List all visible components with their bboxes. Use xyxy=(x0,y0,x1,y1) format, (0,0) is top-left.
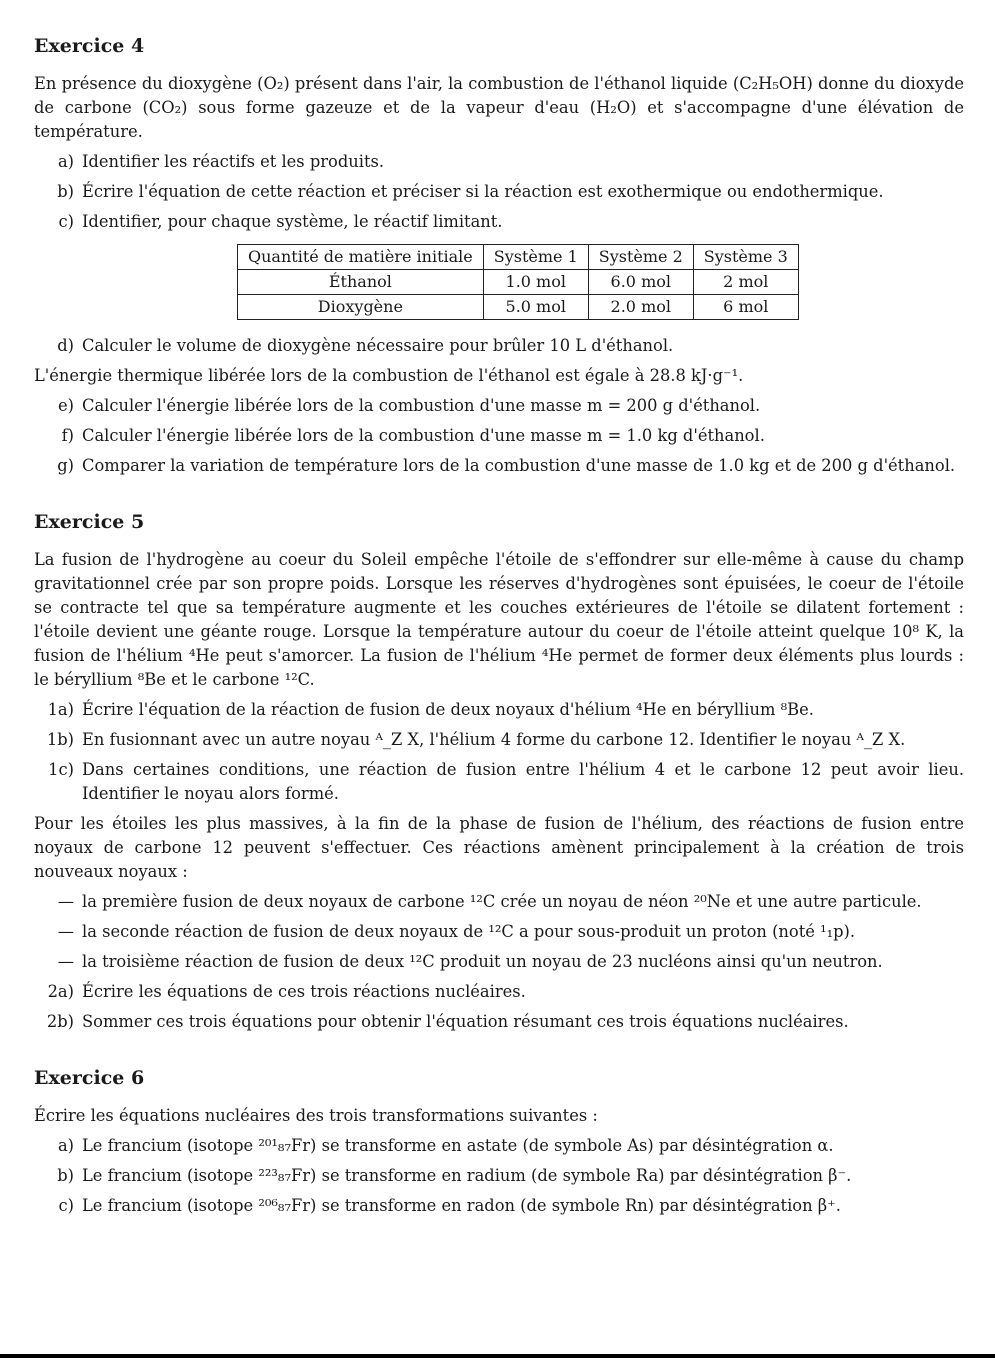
list-item xyxy=(34,1010,964,1034)
item-text: Identifier les réactifs et les produits. xyxy=(82,152,385,171)
list-item xyxy=(34,950,964,974)
item-text: Le francium (isotope ²⁰¹₈₇Fr) se transforme en astate (de symbole As) par désintégration α. xyxy=(82,1136,834,1155)
list-item xyxy=(34,180,964,204)
item-text: Calculer le volume de dioxygène nécessaire pour brûler 10 L d'éthanol. xyxy=(82,336,674,355)
item-text: Identifier, pour chaque système, le réactif limitant. xyxy=(82,212,503,231)
item-label: f) xyxy=(61,426,74,445)
table-cell: 5.0 mol xyxy=(483,295,588,320)
table-row xyxy=(238,295,799,320)
item-label: c) xyxy=(58,212,74,231)
exercise-5-paragraph: Pour les étoiles les plus massives, à la fin de la phase de fusion de l'hélium, des réactions de fusion entre noyaux de carbone 12 peuvent s'effectuer. Ces réactions amènent principalement à la création de trois nouveaux noyaux : xyxy=(34,814,964,881)
list-item xyxy=(34,1194,964,1218)
item-label: d) xyxy=(57,336,74,355)
item-label: 2b) xyxy=(46,1012,74,1031)
table-cell: 6.0 mol xyxy=(588,270,693,295)
exercise-5-title: Exercice 5 xyxy=(34,511,145,533)
list-item xyxy=(34,890,964,914)
item-text: Dans certaines conditions, une réaction de fusion entre l'hélium 4 et le carbone 12 peut avoir lieu. Identifier le noyau alors formé. xyxy=(82,760,964,803)
item-text: Le francium (isotope ²²³₈₇Fr) se transforme en radium (de symbole Ra) par désintégration β⁻. xyxy=(82,1166,852,1185)
item-label: a) xyxy=(57,1136,74,1155)
item-label: b) xyxy=(57,1166,74,1185)
item-text: la première fusion de deux noyaux de carbone ¹²C crée un noyau de néon ²⁰Ne et une autre particule. xyxy=(82,892,922,911)
item-text: la troisième réaction de fusion de deux ¹²C produit un noyau de 23 nucléons ainsi qu'un neutron. xyxy=(82,952,883,971)
item-text: Sommer ces trois équations pour obtenir l'équation résumant ces trois équations nucléaires. xyxy=(82,1012,849,1031)
item-label: b) xyxy=(57,182,74,201)
exercise-4-intro: En présence du dioxygène (O₂) présent dans l'air, la combustion de l'éthanol liquide (C₂H₅OH) donne du dioxyde de carbone (CO₂) sous forme gazeuze et de la vapeur d'eau (H₂O) et s'accompagne d'une élévation de température. xyxy=(34,74,964,141)
item-label: e) xyxy=(58,396,74,415)
exercise-6-title: Exercice 6 xyxy=(34,1067,145,1089)
dash-bullet: — xyxy=(57,892,74,911)
worksheet xyxy=(34,34,964,1224)
list-item xyxy=(34,394,964,418)
energy-statement: L'énergie thermique libérée lors de la combustion de l'éthanol est égale à 28.8 kJ·g⁻¹. xyxy=(34,366,744,385)
item-text: En fusionnant avec un autre noyau ᴬ_Z X, l'hélium 4 forme du carbone 12. Identifier le noyau ᴬ_Z X. xyxy=(82,730,906,749)
exercise-5-intro: La fusion de l'hydrogène au coeur du Soleil empêche l'étoile de s'effondrer sur elle-même à cause du champ gravitationnel crée par son propre poids. Lorsque les réserves d'hydrogènes sont épuisées, le coeur de l'étoile se contracte tel que sa température augmente et les couches extérieures de l'étoile se dilatent fortement : l'étoile devient une géante rouge. Lorsque la température autour du coeur de l'étoile atteint quelque 10⁸ K, la fusion de l'hélium ⁴He peut s'amorcer. La fusion de l'hélium ⁴He permet de former deux éléments plus lourds : le béryllium ⁸Be et le carbone ¹²C. xyxy=(34,550,964,689)
item-label: 1b) xyxy=(46,730,74,749)
item-label: 2a) xyxy=(47,982,74,1001)
item-label: 1a) xyxy=(47,700,74,719)
list-item xyxy=(34,454,964,478)
list-item xyxy=(34,980,964,1004)
dash-bullet: — xyxy=(57,922,74,941)
page-bottom-border xyxy=(0,1354,995,1358)
list-item xyxy=(34,150,964,174)
table-header: Système 3 xyxy=(693,245,798,270)
list-item xyxy=(34,728,964,752)
item-text: Écrire l'équation de cette réaction et préciser si la réaction est exothermique ou endothermique. xyxy=(82,182,884,201)
item-text: Calculer l'énergie libérée lors de la combustion d'une masse m = 1.0 kg d'éthanol. xyxy=(82,426,765,445)
list-item xyxy=(34,758,964,806)
list-item xyxy=(34,1134,964,1158)
item-label: a) xyxy=(57,152,74,171)
exercise-4-title: Exercice 4 xyxy=(34,35,145,57)
item-label: 1c) xyxy=(48,760,74,779)
list-item xyxy=(34,920,964,944)
exercise-6-intro: Écrire les équations nucléaires des trois transformations suivantes : xyxy=(34,1106,598,1125)
item-label: c) xyxy=(58,1196,74,1215)
table-cell: 2.0 mol xyxy=(588,295,693,320)
table-header: Système 2 xyxy=(588,245,693,270)
item-text: Comparer la variation de température lors de la combustion d'une masse de 1.0 kg et de 200 g d'éthanol. xyxy=(82,456,956,475)
item-text: Écrire les équations de ces trois réactions nucléaires. xyxy=(82,982,526,1001)
table-header-row xyxy=(238,245,799,270)
item-label: g) xyxy=(57,456,74,475)
dash-bullet: — xyxy=(57,952,74,971)
table-cell: 2 mol xyxy=(693,270,798,295)
table-cell: Éthanol xyxy=(238,270,484,295)
list-item xyxy=(34,210,964,234)
table-row xyxy=(238,270,799,295)
item-text: la seconde réaction de fusion de deux noyaux de ¹²C a pour sous-produit un proton (noté ¹₁p). xyxy=(82,922,856,941)
table-cell: 1.0 mol xyxy=(483,270,588,295)
table-cell: Dioxygène xyxy=(238,295,484,320)
list-item xyxy=(34,698,964,722)
item-text: Écrire l'équation de la réaction de fusion de deux noyaux d'hélium ⁴He en béryllium ⁸Be. xyxy=(82,700,814,719)
list-item xyxy=(34,334,964,358)
table-cell: 6 mol xyxy=(693,295,798,320)
table-header: Quantité de matière initiale xyxy=(238,245,484,270)
list-item xyxy=(34,424,964,448)
item-text: Calculer l'énergie libérée lors de la combustion d'une masse m = 200 g d'éthanol. xyxy=(82,396,761,415)
item-text: Le francium (isotope ²⁰⁶₈₇Fr) se transforme en radon (de symbole Rn) par désintégration β⁺. xyxy=(82,1196,841,1215)
table-header: Système 1 xyxy=(483,245,588,270)
list-item xyxy=(34,1164,964,1188)
quantities-table xyxy=(237,244,799,320)
